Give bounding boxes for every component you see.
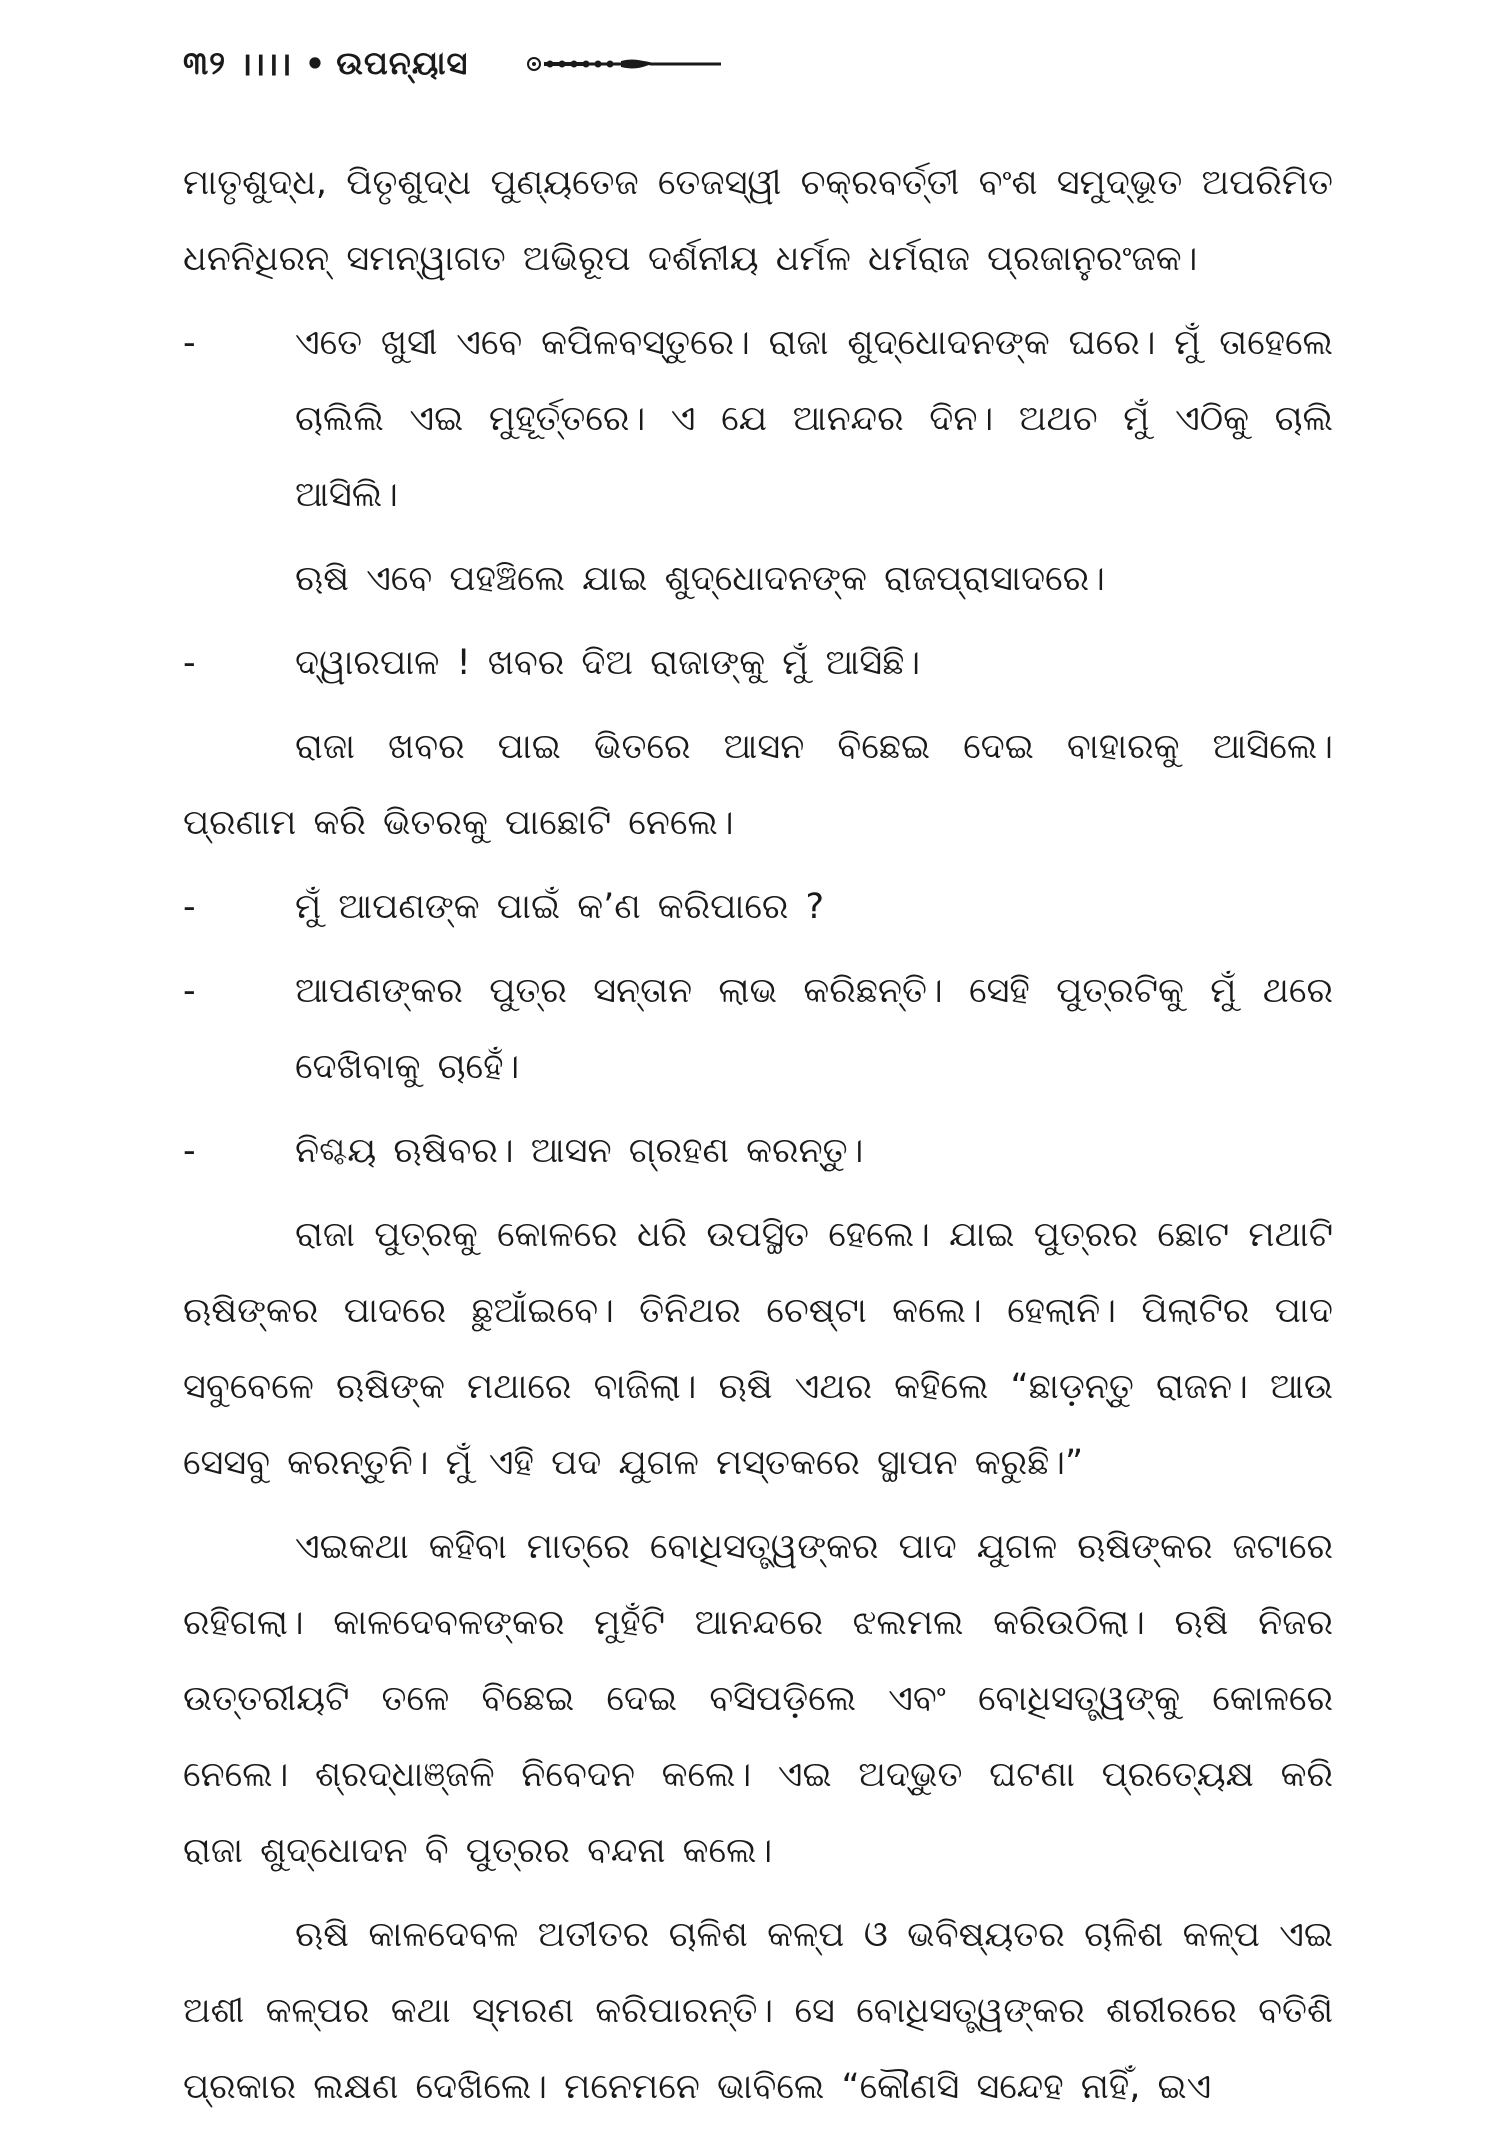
ornament-icon: [526, 54, 726, 74]
dialogue-1: [183, 305, 1333, 533]
dialogue-2: [183, 625, 1333, 701]
paragraph-5: ଋଷି କାଳଦେବଳ ଅତୀତର ଚାଳିଶ କଳ୍ପ ଓ ଭବିଷ୍ୟତର ଚାଳିଶ କଳ୍ପ ଏଇ ଅଶୀ କଳ୍ପର କଥା ସ୍ମରଣ କରିପାରନ୍ତି। ସେ ବୋଧିସତ୍ତ୍ୱଙ୍କର ଶରୀରରେ ବତିଶି ପ୍ରକାର ଲକ୍ଷଣ ଦେଖିଲେ। ମନେମନେ ଭାବିଲେ “କୌଣସି ସନ୍ଦେହ ନାହିଁ, ଇଏ: [183, 1915, 1333, 2107]
paragraph-2: ରାଜା ଖବର ପାଇ ଭିତରେ ଆସନ ବିଛେଇ ଦେଇ ବାହାରକୁ ଆସିଲେ। ପ୍ରଣାମ କରି ଭିତରକୁ ପାଛୋଟି ନେଲେ।: [183, 727, 1333, 843]
running-header: [183, 42, 726, 85]
page-body: [183, 145, 1333, 2133]
page-number: ୩୨: [183, 44, 227, 82]
dialogue-dash: -: [183, 643, 196, 683]
dialogue-3: [183, 869, 1333, 945]
paragraph-1: ମାତୃଶୁଦ୍ଧ, ପିତୃଶୁଦ୍ଧ ପୁଣ୍ୟତେଜ ତେଜସ୍ୱୀ ଚକ୍ରବର୍ତ୍ତୀ ବଂଶ ସମୁଦ୍ଭୂତ ଅପରିମିତ ଧନନିଧିରନ୍ ସମନ୍ୱାଗତ ଅଭିରୂପ ଦର୍ଶନୀୟ ଧର୍ମଳ ଧର୍ମରାଜ ପ୍ରଜାନୁରଂଜକ।: [183, 163, 1333, 279]
dialogue-5-text: ନିଶ୍ଚୟ ଋଷିବର। ଆସନ ଗ୍ରହଣ କରନ୍ତୁ।: [295, 1131, 864, 1171]
dialogue-1-text: ଏତେ ଖୁସୀ ଏବେ କପିଳବସ୍ତୁରେ। ରାଜା ଶୁଦ୍ଧୋଦନଙ୍କ ଘରେ। ମୁଁ ତାହେଲେ ଚାଲିଲି ଏଇ ମୁହୂର୍ତ୍ତରେ। ଏ ଯେ ଆନନ୍ଦର ଦିନ। ଅଥଚ ମୁଁ ଏଠିକୁ ଚାଲି ଆସିଲି।: [295, 323, 1333, 515]
dialogue-dash: -: [183, 1131, 196, 1171]
dialogue-dash: -: [183, 887, 196, 927]
dialogue-3-text: ମୁଁ ଆପଣଙ୍କ ପାଇଁ କ’ଣ କରିପାରେ ?: [295, 887, 825, 927]
book-title: ଉପନ୍ୟାସ: [336, 44, 469, 82]
dialogue-dash: -: [183, 323, 196, 363]
dialogue-4: [183, 953, 1333, 1105]
paragraph-4: ଏଇକଥା କହିବା ମାତ୍ରେ ବୋଧିସତ୍ତ୍ୱଙ୍କର ପାଦ ଯୁଗଳ ଋଷିଙ୍କର ଜଟାରେ ରହିଗଲା। କାଳଦେବଳଙ୍କର ମୁହଁଟି ଆନନ୍ଦରେ ଝଲମଲ କରିଉଠିଲା। ଋଷି ନିଜର ଉତ୍ତରୀୟଟି ତଳେ ବିଛେଇ ଦେଇ ବସିପଡ଼ିଲେ ଏବଂ ବୋଧିସତ୍ତ୍ୱଙ୍କୁ କୋଳରେ ନେଲେ। ଶ୍ରଦ୍ଧାଞ୍ଜଳି ନିବେଦନ କଲେ। ଏଇ ଅଦ୍ଭୁତ ଘଟଣା ପ୍ରତ୍ୟେକ୍ଷ କରି ରାଜା ଶୁଦ୍ଧୋଦନ ବି ପୁତ୍ରର ବନ୍ଦନା କଲେ।: [183, 1527, 1333, 1871]
dialogue-5: [183, 1113, 1333, 1189]
dialogue-dash: -: [183, 971, 196, 1011]
paragraph-3: ରାଜା ପୁତ୍ରକୁ କୋଳରେ ଧରି ଉପସ୍ଥିତ ହେଲେ। ଯାଇ ପୁତ୍ରର ଛୋଟ ମଥାଟି ଋଷିଙ୍କର ପାଦରେ ଛୁଆଁଇବେ। ତିନିଥର ଚେଷ୍ଟା କଲେ। ହେଲାନି। ପିଲାଟିର ପାଦ ସବୁବେଳେ ଋଷିଙ୍କ ମଥାରେ ବାଜିଲା। ଋଷି ଏଥର କହିଲେ “ଛାଡ଼ନ୍ତୁ ରାଜନ। ଆଉ ସେସବୁ କରନ୍ତୁନି। ମୁଁ ଏହି ପଦ ଯୁଗଳ ମସ୍ତକରେ ସ୍ଥାପନ କରୁଛି।”: [183, 1215, 1333, 1483]
dialogue-2-text: ଦ୍ୱାରପାଳ ! ଖବର ଦିଅ ରାଜାଙ୍କୁ ମୁଁ ଆସିଛି।: [295, 643, 921, 683]
dialogue-4-text: ଆପଣଙ୍କର ପୁତ୍ର ସନ୍ତାନ ଲାଭ କରିଛନ୍ତି। ସେହି ପୁତ୍ରଟିକୁ ମୁଁ ଥରେ ଦେଖିବାକୁ ଚାହେଁ।: [295, 971, 1333, 1087]
header-separator: ।।।। •: [240, 45, 327, 83]
narration-1: ଋଷି ଏବେ ପହଞ୍ଚିଲେ ଯାଇ ଶୁଦ୍ଧୋଦନଙ୍କ ରାଜପ୍ରାସାଦରେ।: [295, 559, 1105, 599]
